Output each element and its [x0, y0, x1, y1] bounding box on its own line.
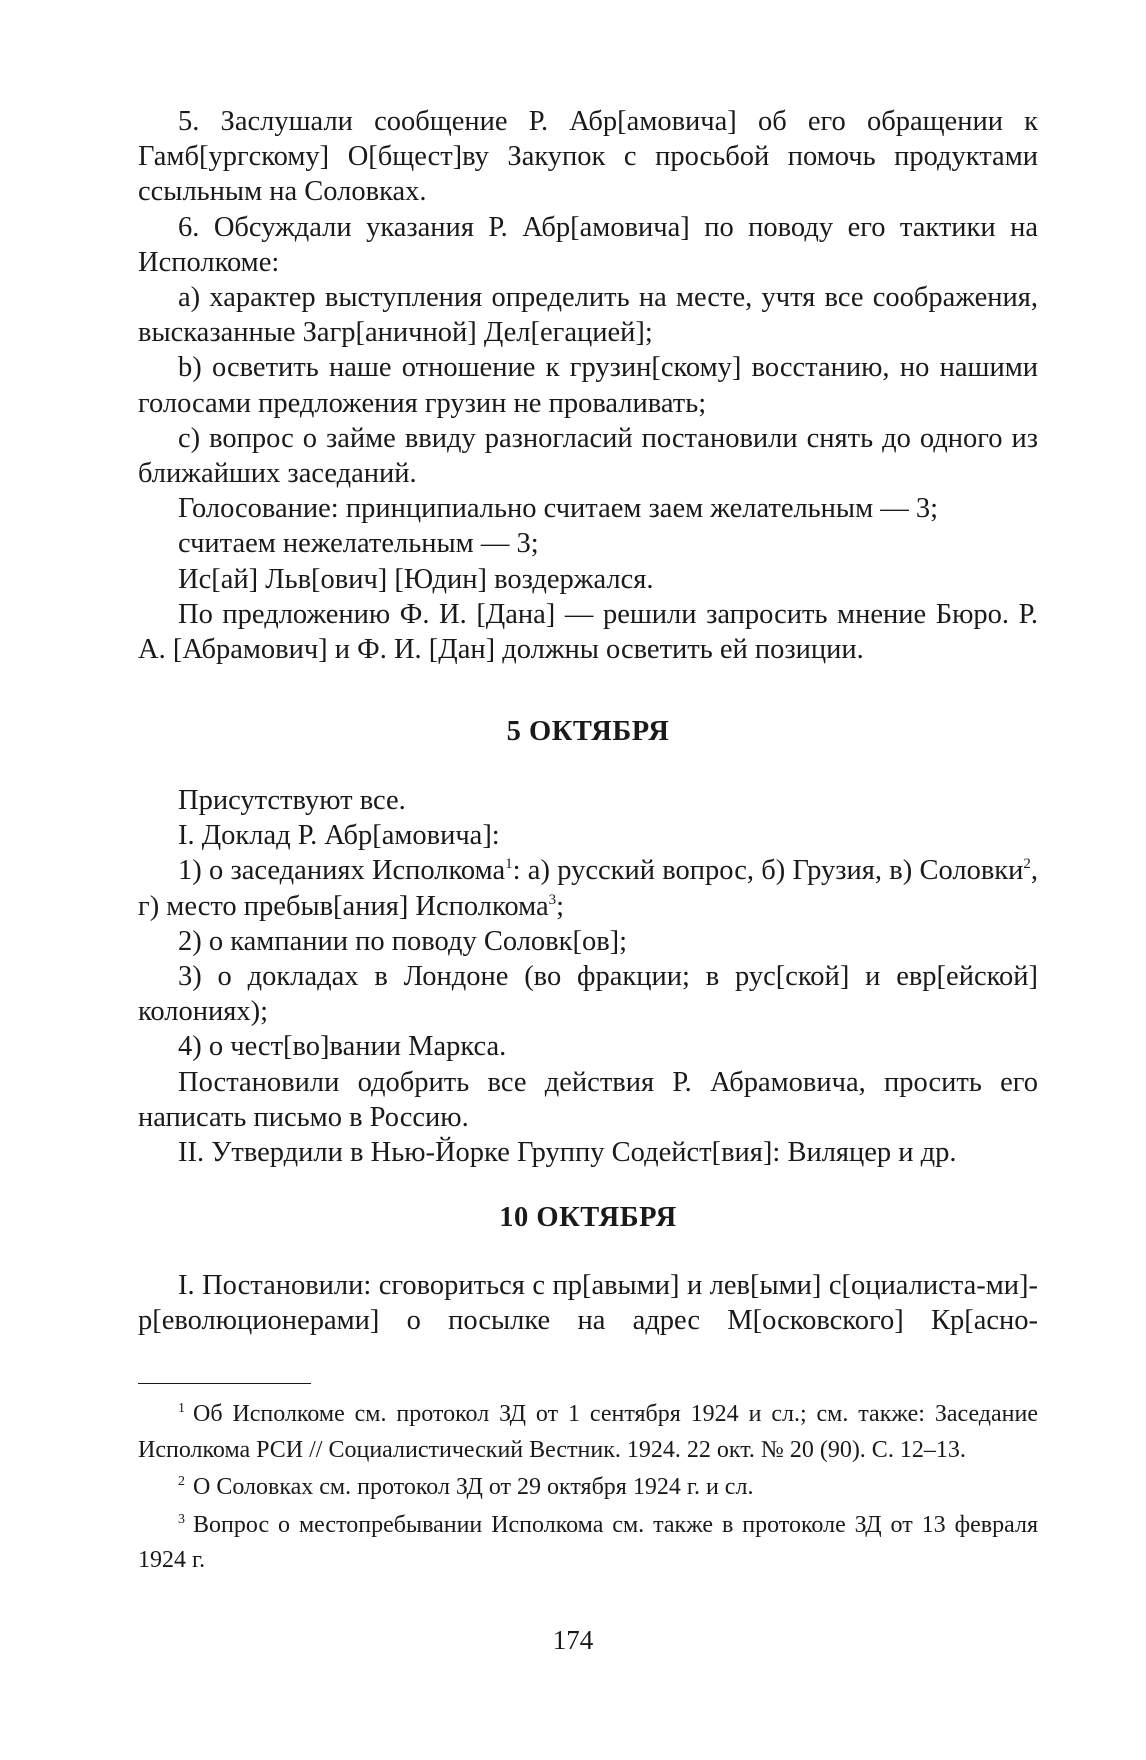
footnote-text-2: О Соловках см. протокол ЗД от 29 октября 1924 г. и сл. — [193, 1474, 754, 1500]
item-ii: II. Утвердили в Нью-Йорке Группу Содейст[вия]: Виляцер и др. — [178, 1137, 957, 1169]
report-title: I. Доклад Р. Абр[амовича]: — [178, 820, 500, 852]
report-item-1-part: ; — [556, 890, 565, 922]
item-5: 5. Заслушали сообщение Р. Абр[амовича] об его обращении к Гамб[ургскому] О[бщест]ву Закупок с просьбой помочь продуктами ссыльным на Соловках. — [138, 106, 1038, 208]
footnote-ref-2: 2 — [1023, 856, 1031, 873]
report-item-1-part: 1) о заседаниях Исполкома — [178, 855, 506, 887]
decision: Постановили одобрить все действия Р. Абрамовича, просить его написать письмо в Россию. — [138, 1066, 1038, 1133]
footnote-1 — [138, 1397, 1038, 1468]
item-6b: b) осветить наше отношение к грузин[скому] восстанию, но нашими голосами предложения грузин не проваливать; — [138, 352, 1038, 419]
report-item-1 — [138, 853, 1038, 923]
report-item-3: 3) о докладах в Лондоне (во фракции; в рус[ской] и евр[ейской] колониях); — [138, 961, 1038, 1028]
report-item-1-part: , г) место пребыв[ания] Исполкома — [138, 855, 1039, 922]
footnotes — [138, 1397, 1038, 1581]
section-oct-10 — [138, 1268, 1038, 1338]
footnote-num-2: 2 — [178, 1474, 185, 1489]
page-number: 174 — [552, 1625, 594, 1655]
footnote-2 — [138, 1470, 1038, 1506]
vote-line-3: Ис[ай] Льв[ович] [Юдин] воздержался. — [178, 563, 654, 595]
footnote-num-3: 3 — [178, 1511, 185, 1527]
report-item-4: 4) о чест[во]вании Маркса. — [178, 1031, 507, 1063]
item-6c: c) вопрос о займе ввиду разногласий постановили снять до одного из ближайших заседаний. — [138, 422, 1038, 490]
section-oct-5 — [138, 783, 1038, 1170]
item-6: 6. Обсуждали указания Р. Абр[амовича] по поводу его тактики на Исполкоме: — [138, 211, 1038, 278]
protocol-continuation — [138, 104, 1038, 667]
vote-line-1: Голосование: принципиально считаем заем желательным — 3; — [178, 493, 939, 525]
footnote-3 — [138, 1508, 1038, 1579]
footnote-ref-1: 1 — [505, 856, 513, 873]
footnote-ref-3: 3 — [548, 891, 557, 908]
footnote-text-3: Вопрос о местопребывании Исполкома см. также в протоколе ЗД от 13 февраля 1924 г. — [138, 1511, 1038, 1573]
heading-oct-10: 10 ОКТЯБРЯ — [499, 1202, 677, 1233]
footnote-divider — [138, 1383, 311, 1384]
heading-oct-5: 5 ОКТЯБРЯ — [506, 716, 670, 747]
report-item-1-part: : а) русский вопрос, б) Грузия, в) Соловки — [512, 855, 1024, 887]
decision-1: I. Постановили: сговориться с пр[авыми] и лев[ыми] с[оциалиста-ми]-р[еволюционерами] о посылке на адрес М[осковского] Кр[асно- — [138, 1270, 1038, 1337]
proposal: По предложению Ф. И. [Дана] — решили запросить мнение Бюро. Р. А. [Абрамович] и Ф. И. [Дан] должны осветить ей позиции. — [138, 598, 1038, 666]
report-item-2: 2) о кампании по поводу Соловк[ов]; — [178, 925, 628, 957]
attendance: Присутствуют все. — [178, 785, 406, 816]
item-6a: a) характер выступления определить на месте, учтя все соображения, высказанные Загр[аничной] Дел[егацией]; — [138, 282, 1038, 349]
footnote-text-1: Об Исполкоме см. протокол ЗД от 1 сентября 1924 и сл.; см. также: Заседание Исполкома РСИ // Социалистический Вестник. 1924. 22 окт. № 20 (90). С. 12–13. — [138, 1401, 1038, 1463]
vote-line-2: считаем нежелательным — 3; — [178, 528, 539, 560]
footnote-num-1: 1 — [178, 1401, 185, 1416]
